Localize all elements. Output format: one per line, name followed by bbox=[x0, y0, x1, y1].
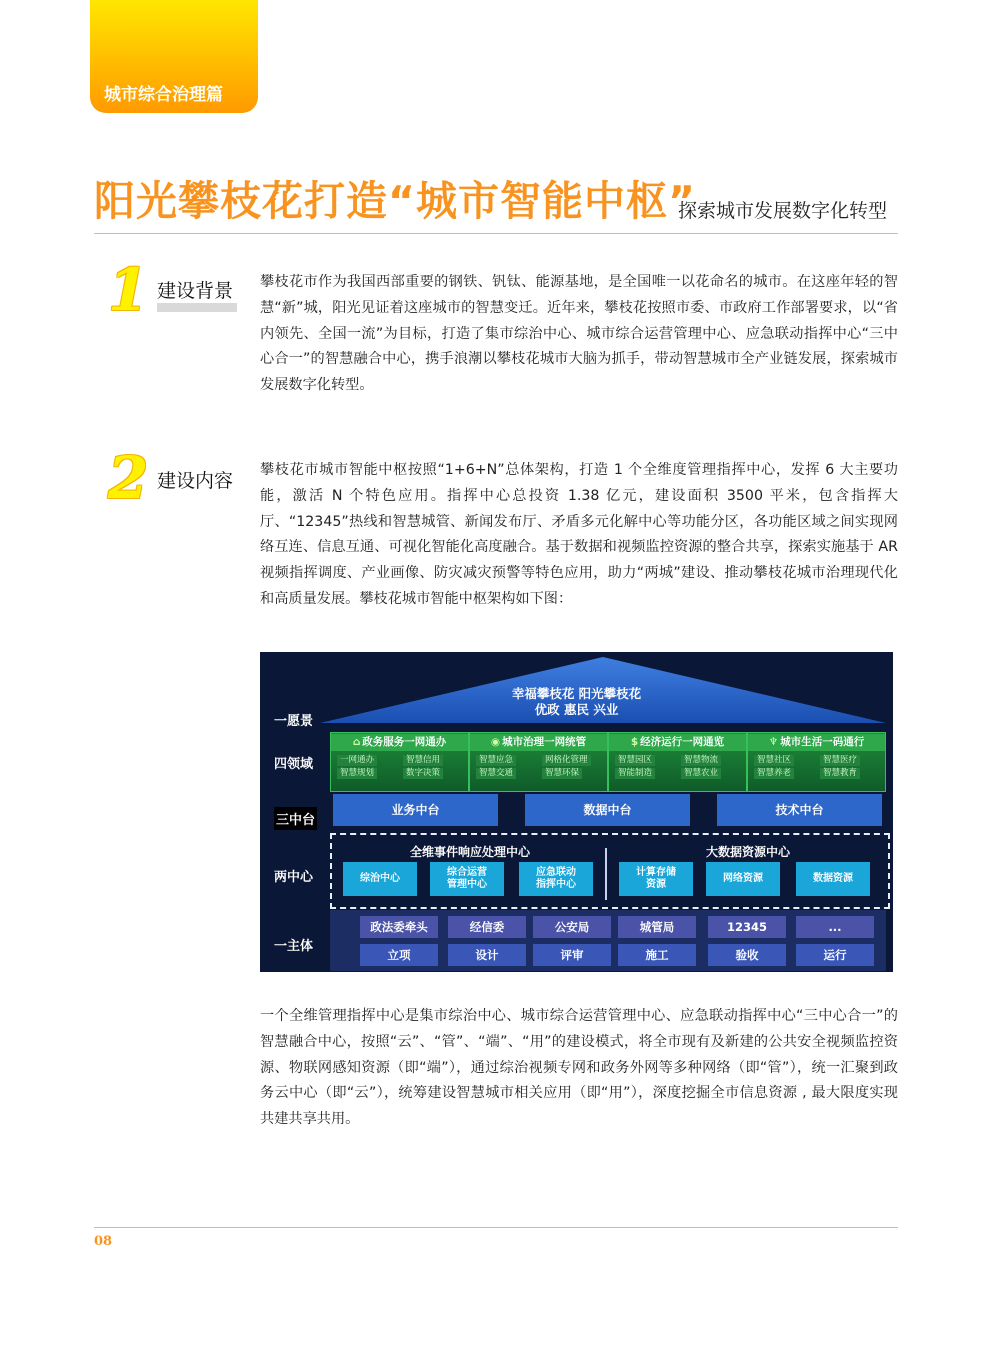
domain-title: 经济运行一网通览 bbox=[640, 736, 725, 748]
domain-title: 城市治理一网统管 bbox=[502, 736, 587, 748]
center-box: 综合运营 管理中心 bbox=[430, 862, 504, 896]
domain-city-governance bbox=[469, 732, 608, 792]
center-right-title: 大数据资源中心 bbox=[706, 845, 791, 859]
section-1-number: 1 bbox=[108, 256, 149, 324]
government-icon: ⌂ bbox=[352, 736, 361, 748]
row-label-vision: 一愿景 bbox=[274, 714, 314, 729]
entity-box: 公安局 bbox=[533, 916, 611, 938]
process-box: 立项 bbox=[360, 944, 438, 966]
category-tab bbox=[90, 0, 258, 113]
domain-chip: 智慧农业 bbox=[681, 768, 721, 779]
page-number: 08 bbox=[94, 1234, 113, 1249]
section-2-text: 攀枝花市城市智能中枢按照“1+6+N”总体架构，打造 1 个全维度管理指挥中心，发挥 6 大主要功能，激活 N 个特色应用。指挥中心总投资 1.38 亿元，建设面积 3500 平米，包含指挥大厅、“12345”热线和智慧城管、新闻发布厅、矛盾多元化解中心等功能分区，各功能区域之间实现网络互连、信息互通、可视化智能化高度融合。基于数据和视频监控资源的整合共享，探索实施基于 AR 视频指挥调度、产业画像、防灾减灾预警等特色应用，助力“两城”建设、推动攀枝花城市治理现代化和高质量发展。攀枝花城市智能中枢架构如下图： bbox=[260, 462, 898, 607]
center-box: 数据资源 bbox=[796, 862, 870, 896]
center-left-title: 全维事件响应处理中心 bbox=[410, 845, 531, 859]
architecture-diagram bbox=[260, 652, 893, 972]
process-box: 验收 bbox=[708, 944, 786, 966]
page-subtitle: 探索城市发展数字化转型 bbox=[678, 200, 888, 222]
city-icon: ◉ bbox=[490, 736, 501, 748]
domain-chip: 智慧规划 bbox=[337, 768, 377, 779]
process-box: 评审 bbox=[533, 944, 611, 966]
domain-chip: 网格化管理 bbox=[542, 755, 591, 766]
center-box: 综治中心 bbox=[343, 862, 417, 896]
economy-icon: $ bbox=[630, 736, 639, 748]
domain-title: 政务服务一网通办 bbox=[362, 736, 447, 748]
domain-chip: 一网通办 bbox=[337, 755, 377, 766]
entity-box: 城管局 bbox=[618, 916, 696, 938]
process-box: 设计 bbox=[448, 944, 526, 966]
domain-chip: 智慧养老 bbox=[754, 768, 794, 779]
section-1-text: 攀枝花市作为我国西部重要的钢铁、钒钛、能源基地，是全国唯一以花命名的城市。在这座年轻的智慧“新”城，阳光见证着这座城市的智慧变迁。近年来，攀枝花按照市委、市政府工作部署要求，以“省内领先、全国一流”为目标，打造了集市综治中心、城市综合运营管理中心、应急联动指挥中心“三中心合一”的智慧融合中心，携手浪潮以攀枝花城市大脑为抓手，带动智慧城市全产业链发展，探索城市发展数字化转型。 bbox=[260, 274, 898, 394]
entity-box: ... bbox=[796, 916, 874, 938]
domain-chip: 智慧信用 bbox=[403, 755, 443, 766]
domain-chip: 智能制造 bbox=[615, 768, 655, 779]
domain-chip: 智慧社区 bbox=[754, 755, 794, 766]
footer-divider bbox=[94, 1227, 898, 1228]
domain-city-life bbox=[747, 732, 886, 792]
process-box: 运行 bbox=[796, 944, 874, 966]
process-box: 施工 bbox=[618, 944, 696, 966]
section-1-title-underline bbox=[157, 303, 237, 312]
row-label-domains: 四领域 bbox=[274, 757, 314, 772]
entity-box: 12345 bbox=[708, 916, 786, 938]
closing-text: 一个全维管理指挥中心是集市综治中心、城市综合运营管理中心、应急联动指挥中心“三中心合一”的智慧融合中心，按照“云”、“管”、“端”、“用”的建设模式，将全市现有及新建的公共安全视频监控资源、物联网感知资源（即“端”），通过综治视频专网和政务外网等多种网络（即“管”），统一汇聚到政务云中心（即“云”），统筹建设智慧城市相关应用（即“用”），深度挖掘全市信息资源 , 最大限度实现共建共享共用。 bbox=[260, 1008, 898, 1128]
domain-chip: 智慧环保 bbox=[542, 768, 582, 779]
platform-data: 数据中台 bbox=[525, 794, 690, 826]
row-label-centers: 两中心 bbox=[274, 870, 314, 885]
domain-chip: 智慧物流 bbox=[681, 755, 721, 766]
category-tab-label: 城市综合治理篇 bbox=[104, 85, 223, 105]
domain-government bbox=[330, 732, 469, 792]
domain-chip: 智慧医疗 bbox=[820, 755, 860, 766]
domain-chip: 智慧交通 bbox=[476, 768, 516, 779]
vision-line-1: 幸福攀枝花 阳光攀枝花 bbox=[511, 686, 642, 701]
title-divider bbox=[94, 233, 898, 234]
center-box: 应急联动 指挥中心 bbox=[519, 862, 593, 896]
row-label-platforms: 三中台 bbox=[274, 807, 317, 830]
platform-technology: 技术中台 bbox=[717, 794, 882, 826]
domain-chip: 数字决策 bbox=[403, 768, 443, 779]
row-label-entities: 一主体 bbox=[274, 939, 314, 954]
domain-chip: 智慧教育 bbox=[820, 768, 860, 779]
section-2-title: 建设内容 bbox=[157, 470, 234, 492]
centers-separator bbox=[605, 848, 607, 900]
center-box: 网络资源 bbox=[706, 862, 780, 896]
domain-chip: 智慧园区 bbox=[615, 755, 655, 766]
domain-title: 城市生活一码通行 bbox=[780, 736, 865, 748]
platform-business: 业务中台 bbox=[333, 794, 498, 826]
section-2-number: 2 bbox=[108, 444, 149, 512]
domain-economy bbox=[608, 732, 747, 792]
page-title: 阳光攀枝花打造“城市智能中枢” bbox=[94, 177, 696, 225]
entity-box: 政法委牵头 bbox=[360, 916, 438, 938]
vision-line-2: 优政 惠民 兴业 bbox=[534, 702, 619, 717]
center-box: 计算存储 资源 bbox=[619, 862, 693, 896]
section-1-title: 建设背景 bbox=[157, 280, 234, 302]
domain-chip: 智慧应急 bbox=[476, 755, 516, 766]
life-icon: ♆ bbox=[768, 736, 779, 748]
entity-box: 经信委 bbox=[448, 916, 526, 938]
